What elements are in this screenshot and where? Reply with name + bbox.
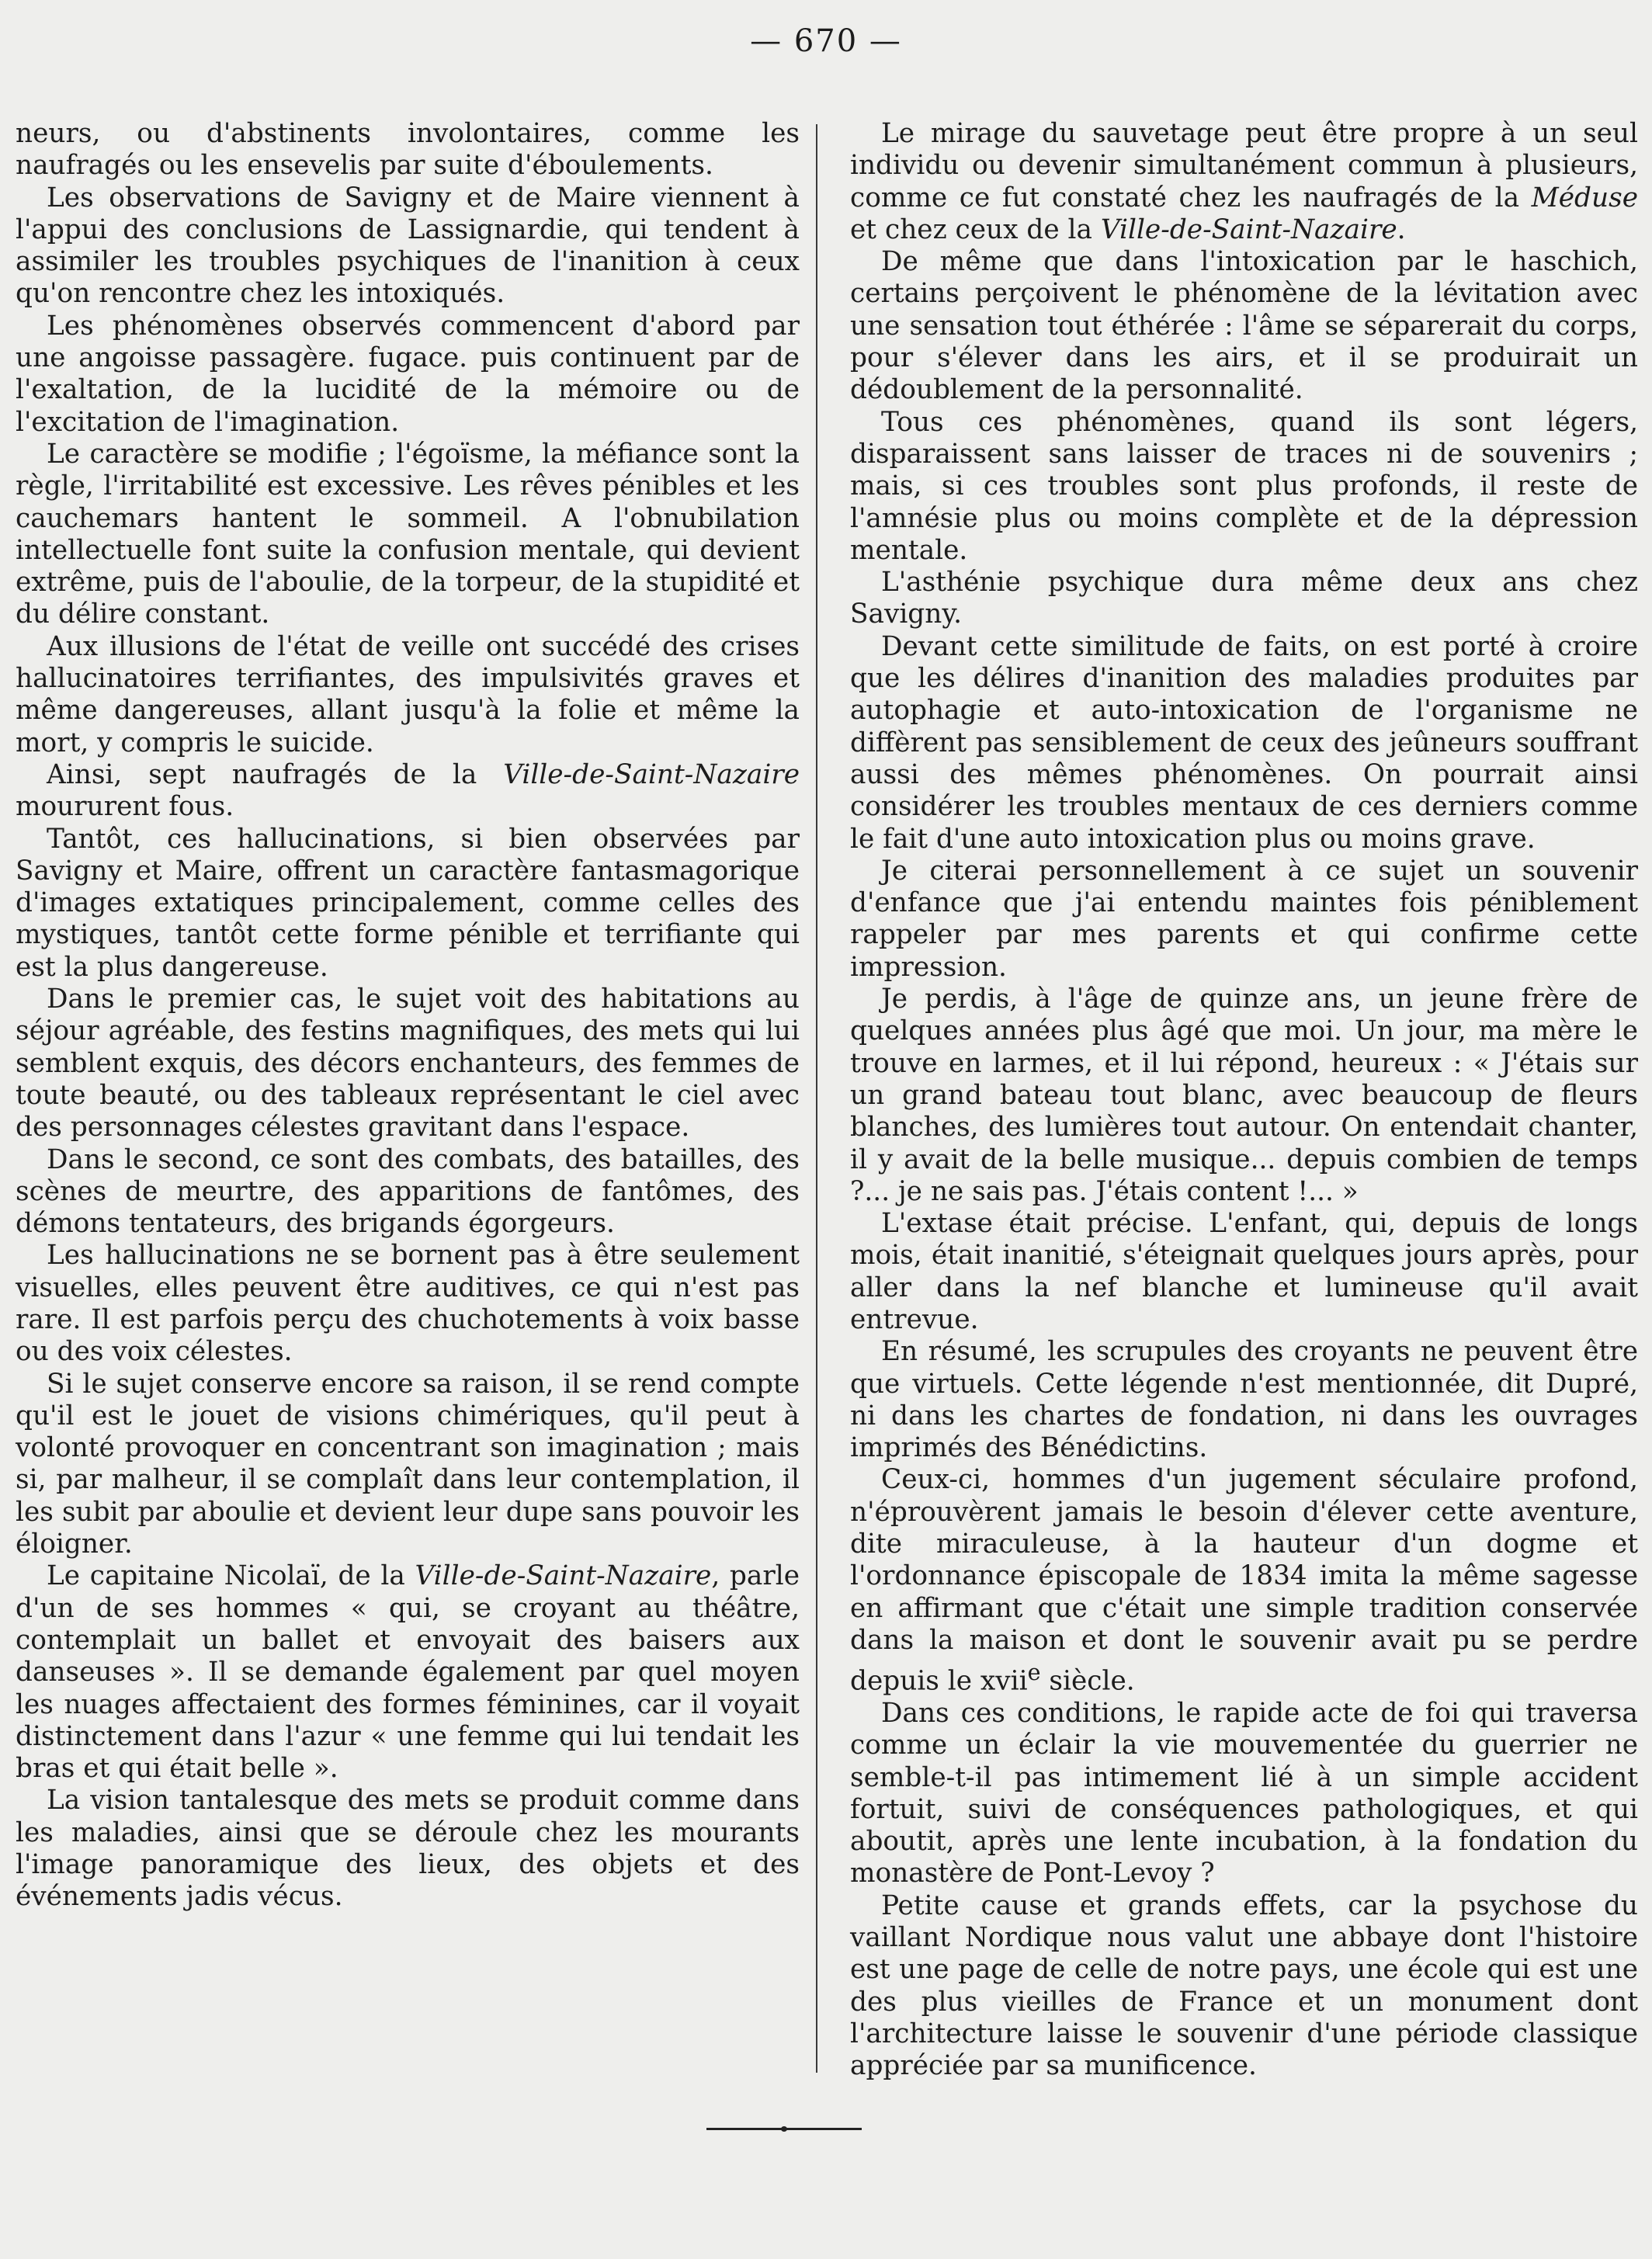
text-run: En résumé, les scrupules des croyants ne peuvent être que virtuels. Cette légende n'est mentionnée, dit Dupré, ni dans les chartes de fondation, ni dans les ouvrages imprimés des Bénédictins. [850,1336,1638,1464]
right-column [850,118,1638,2083]
paragraph [16,1369,800,1561]
end-rule [706,2128,862,2130]
italic-text: Méduse [1531,182,1638,213]
text-run: Petite cause et grands effets, car la psychose du vaillant Nordique nous valut une abbaye dont l'histoire est une page de celle de notre pays, une école qui est une des plus vieilles de France et un monument dont l'architecture laisse le souvenir d'une période classique appréciée par sa munificence. [850,1889,1638,2082]
paragraph [850,407,1638,567]
paragraph [850,1464,1638,1698]
text-run: Je perdis, à l'âge de quinze ans, un jeune frère de quelques années plus âgé que moi. Un jour, ma mère le trouve en larmes, et il lui répond, heureux : « J'étais sur un grand bateau tout blanc, avec beaucoup de fleurs blanches, des lumières tout autour. On entendait chanter, il y avait de la belle musique... depuis combien de temps ?... je ne sais pas. J'étais content !... » [850,984,1638,1207]
text-run: Devant cette similitude de faits, on est porté à croire que les délires d'inanition des maladies produites par autophagie et auto-intoxication de l'organisme ne diffèrent pas sensiblement de ceux des jeûneurs souffrant aussi des mêmes phénomènes. On pourrait ainsi considérer les troubles mentaux de ces derniers comme le fait d'une auto intoxication plus ou moins grave. [850,630,1638,855]
paragraph [850,631,1638,855]
text-run: L'extase était précise. L'enfant, qui, depuis de longs mois, était inanitié, s'éteignait quelques jours après, pour aller dans la nef blanche et lumineuse qu'il avait entrevue. [850,1208,1638,1335]
text-run: Le capitaine Nicolaï, de la [47,1560,415,1592]
paragraph [16,759,800,824]
paragraph [850,567,1638,631]
text-run: . [1397,213,1406,245]
paragraph [850,1698,1638,1890]
paragraph [16,1144,800,1241]
page-number: — 670 — [750,23,902,59]
paragraph [16,1785,800,1913]
italic-text: Ville-de-Saint-Nazaire [503,758,800,790]
paragraph [16,1240,800,1368]
italic-text: Ville-de-Saint-Nazaire [1100,213,1397,245]
text-run: Le caractère se modifie ; l'égoïsme, la méfiance sont la règle, l'irritabilité est excessive. Les rêves pénibles et les cauchemars hantent le sommeil. A l'obnubilation intellectuelle font suite la confusion mentale, qui devient extrême, puis de l'aboulie, de la torpeur, de la stupidité et du délire constant. [16,438,800,630]
text-run: Ainsi, sept naufragés de la [47,758,504,790]
text-run: Les phénomènes observés commencent d'abord par une angoisse passagère. fugace. puis continuent par de l'exaltation, de la lucidité de la mémoire ou de l'excitation de l'imagination. [16,310,800,438]
text-run: Dans le premier cas, le sujet voit des habitations au séjour agréable, des festins magnifiques, des mets qui lui semblent exquis, des décors enchanteurs, des femmes de toute beauté, ou des tableaux représentant le ciel avec des personnages célestes gravitant dans l'espace. [16,984,800,1143]
text-run: Ceux-ci, hommes d'un jugement séculaire profond, n'éprouvèrent jamais le besoin d'élever cette aventure, dite miraculeuse, à la hauteur d'un dogme et l'ordonnance épiscopale de 1834 imita la même sagesse en affirmant que c'était une simple tradition conservée dans la maison et dont le souvenir avait pu se perdre depuis le xvii [850,1464,1638,1697]
text-run: De même que dans l'intoxication par le haschich, certains perçoivent le phénomène de la lévitation avec une sensation tout éthérée : l'âme se séparerait du corps, pour s'élever dans les airs, et il se produirait un dédoublement de la personnalité. [850,246,1638,406]
paragraph [16,824,800,984]
text-run: Les observations de Savigny et de Maire viennent à l'appui des conclusions de Lassignardie, qui tendent à assimiler les troubles psychiques de l'inanition à ceux qu'on rencontre chez les intoxiqués. [16,182,800,310]
text-run: moururent fous. [16,791,234,823]
superscript-text: e [1027,1659,1041,1686]
text-run: et chez ceux de la [850,213,1101,245]
paragraph [850,246,1638,406]
text-run: Je citerai personnellement à ce sujet un souvenir d'enfance que j'ai entendu maintes fois péniblement rappeler par mes parents et qui confirme cette impression. [850,855,1638,983]
text-run: , parle d'un de ses hommes « qui, se croyant au théâtre, contemplait un ballet et envoyait des baisers aux danseuses ». Il se demande également par quel moyen les nuages affectaient des formes féminines, car il voyait distinctement dans l'azur « une femme qui lui tendait les bras et qui était belle ». [16,1560,800,1785]
text-run: neurs, ou d'abstinents involontaires, comme les naufragés ou les ensevelis par suite d'éboulements. [16,118,800,182]
paragraph [16,984,800,1143]
paragraph [850,1208,1638,1336]
paragraph [850,1890,1638,2083]
paragraph [16,182,800,311]
text-run: Le mirage du sauvetage peut être propre à un seul individu ou devenir simultanément commun à plusieurs, comme ce fut constaté chez les naufragés de la [850,118,1638,213]
text-run: Aux illusions de l'état de veille ont succédé des crises hallucinatoires terrifiantes, des impulsivités graves et même dangereuses, allant jusqu'à la folie et même la mort, y compris le suicide. [16,630,800,758]
paragraph [850,118,1638,246]
text-run: Dans le second, ce sont des combats, des batailles, des scènes de meurtre, des apparitions de fantômes, des démons tentateurs, des brigands égorgeurs. [16,1143,800,1240]
text-run: Si le sujet conserve encore sa raison, il se rend compte qu'il est le jouet de visions chimériques, qu'il peut à volonté provoquer en concentrant son imagination ; mais si, par malheur, il se complaît dans leur contemplation, il les subit par aboulie et devient leur dupe sans pouvoir les éloigner. [16,1368,800,1560]
column-divider [816,124,817,2073]
text-run: La vision tantalesque des mets se produit comme dans les maladies, ainsi que se déroule chez les mourants l'image panoramique des lieux, des objets et des événements jadis vécus. [16,1785,800,1913]
paragraph [16,631,800,759]
italic-text: Ville-de-Saint-Nazaire [415,1560,712,1592]
text-run: Tous ces phénomènes, quand ils sont légers, disparaissent sans laisser de traces ni de souvenirs ; mais, si ces troubles sont plus profonds, il reste de l'amnésie plus ou moins complète et de la dépression mentale. [850,406,1638,566]
text-run: siècle. [1040,1665,1135,1697]
paragraph [16,1560,800,1785]
paragraph [850,855,1638,984]
text-run: Tantôt, ces hallucinations, si bien observées par Savigny et Maire, offrent un caractère fantasmagorique d'images extatiques principalement, comme celles des mystiques, tantôt cette forme pénible et terrifiante qui est la plus dangereuse. [16,823,800,983]
paragraph [850,1336,1638,1464]
paragraph [16,439,800,631]
text-run: Dans ces conditions, le rapide acte de foi qui traversa comme un éclair la vie mouvementée du guerrier ne semble-t-il pas intimement lié à un simple accident fortuit, suivi de conséquences pathologiques, et qui aboutit, après une lente incubation, à la fondation du monastère de Pont-Levoy ? [850,1697,1638,1889]
text-run: L'asthénie psychique dura même deux ans chez Savigny. [850,567,1638,630]
paragraph [850,984,1638,1208]
continued-paragraph [16,118,800,182]
paragraph [16,311,800,439]
left-column [16,118,800,1914]
text-run: Les hallucinations ne se bornent pas à être seulement visuelles, elles peuvent être auditives, ce qui n'est pas rare. Il est parfois perçu des chuchotements à voix basse ou des voix célestes. [16,1240,800,1368]
